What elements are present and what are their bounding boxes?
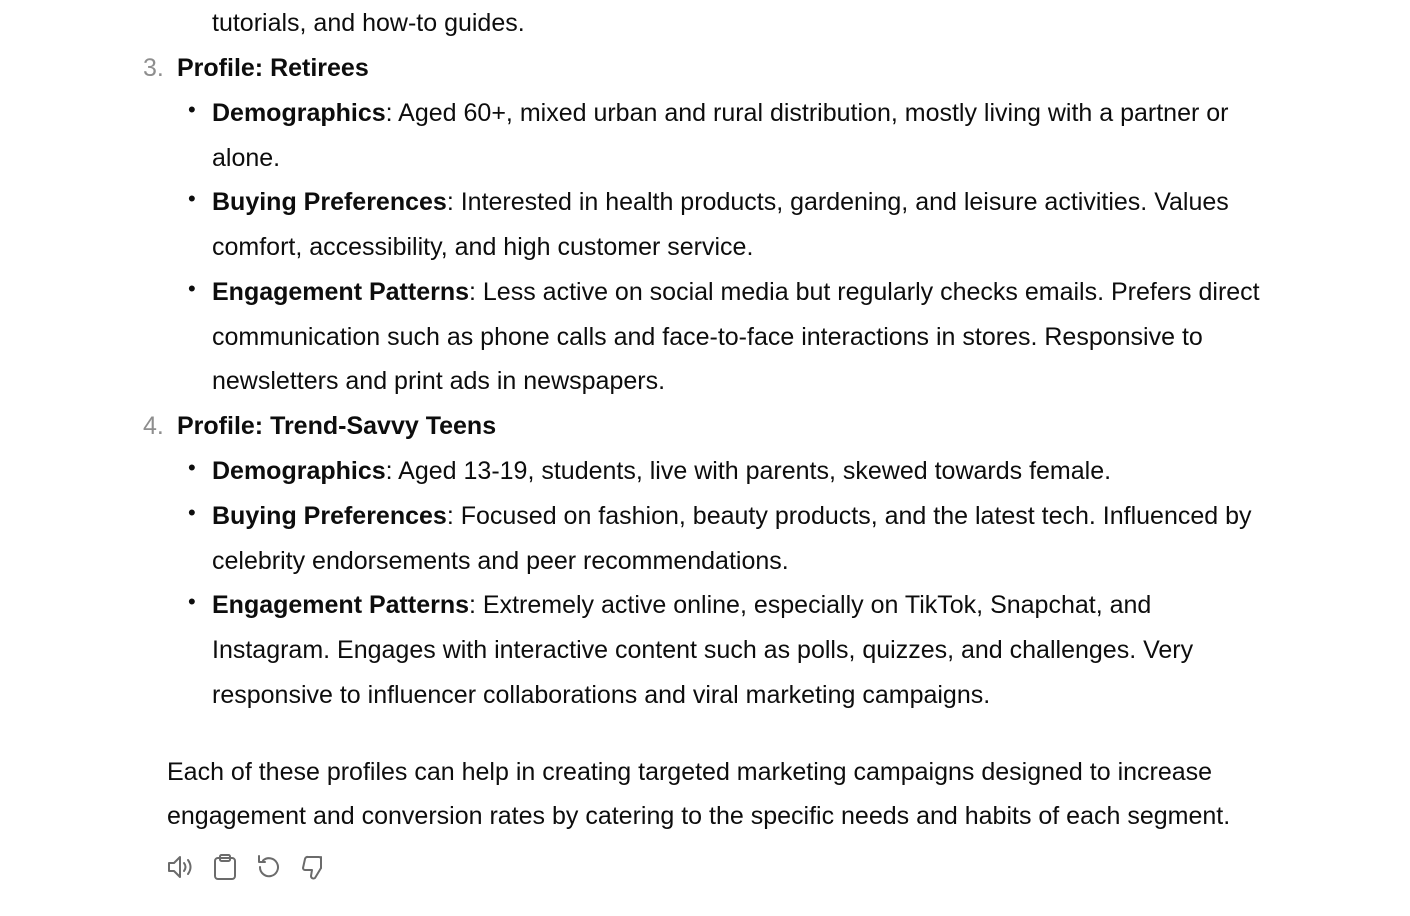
bullet-icon: • xyxy=(188,97,196,122)
list-item-line xyxy=(212,449,1111,493)
speaker-icon xyxy=(166,853,196,881)
list-item-line xyxy=(212,270,1260,314)
list-item-line: responsive to influencer collaborations and viral marketing campaigns. xyxy=(212,681,991,709)
list-item-line xyxy=(212,180,1229,224)
list-item-line xyxy=(212,91,1228,135)
summary-line: Each of these profiles can help in creating targeted marketing campaigns designed to increase xyxy=(167,758,1213,786)
item-text: : Less active on social media but regularly checks emails. Prefers direct xyxy=(469,278,1260,306)
summary-line: engagement and conversion rates by catering to the specific needs and habits of each segment. xyxy=(167,802,1231,830)
item-label: Demographics xyxy=(212,457,386,485)
item-text: : Aged 60+, mixed urban and rural distribution, mostly living with a partner or xyxy=(385,99,1229,127)
profile-title: Profile: Retirees xyxy=(177,54,369,82)
list-item-line xyxy=(212,583,1151,627)
list-number: 3. xyxy=(143,54,164,82)
refresh-icon xyxy=(255,853,283,881)
clipboard-icon xyxy=(212,853,238,881)
bullet-icon: • xyxy=(188,276,196,301)
profile-title: Profile: Trend-Savvy Teens xyxy=(177,412,497,440)
item-label: Buying Preferences xyxy=(212,502,447,530)
item-label: Buying Preferences xyxy=(212,188,447,216)
thumbs-down-button[interactable] xyxy=(298,852,328,882)
list-item-line: alone. xyxy=(212,144,281,172)
item-label: Engagement Patterns xyxy=(212,591,470,619)
list-item-line: comfort, accessibility, and high customer service. xyxy=(212,233,754,261)
item-label: Engagement Patterns xyxy=(212,278,470,306)
list-item-line xyxy=(212,494,1252,538)
item-text: : Extremely active online, especially on TikTok, Snapchat, and xyxy=(469,591,1152,619)
list-item-line: Instagram. Engages with interactive content such as polls, quizzes, and challenges. Very xyxy=(212,636,1194,664)
list-item-line: communication such as phone calls and face-to-face interactions in stores. Responsive to xyxy=(212,323,1203,351)
read-aloud-button[interactable] xyxy=(166,852,196,882)
bullet-icon: • xyxy=(188,455,196,480)
bullet-icon: • xyxy=(188,186,196,211)
bullet-icon: • xyxy=(188,589,196,614)
list-number: 4. xyxy=(143,412,164,440)
item-text: : Interested in health products, gardening, and leisure activities. Values xyxy=(446,188,1229,216)
continuation-text: tutorials, and how-to guides. xyxy=(212,9,525,37)
item-text: : Focused on fashion, beauty products, and the latest tech. Influenced by xyxy=(446,502,1252,530)
regenerate-button[interactable] xyxy=(254,852,284,882)
list-item-line: newsletters and print ads in newspapers. xyxy=(212,367,666,395)
item-text: : Aged 13-19, students, live with parents, skewed towards female. xyxy=(385,457,1112,485)
list-item-line: celebrity endorsements and peer recommendations. xyxy=(212,547,789,575)
message-actions xyxy=(166,850,328,884)
copy-button[interactable] xyxy=(210,852,240,882)
bullet-icon: • xyxy=(188,500,196,525)
item-label: Demographics xyxy=(212,99,386,127)
thumbs-down-icon xyxy=(299,853,327,881)
